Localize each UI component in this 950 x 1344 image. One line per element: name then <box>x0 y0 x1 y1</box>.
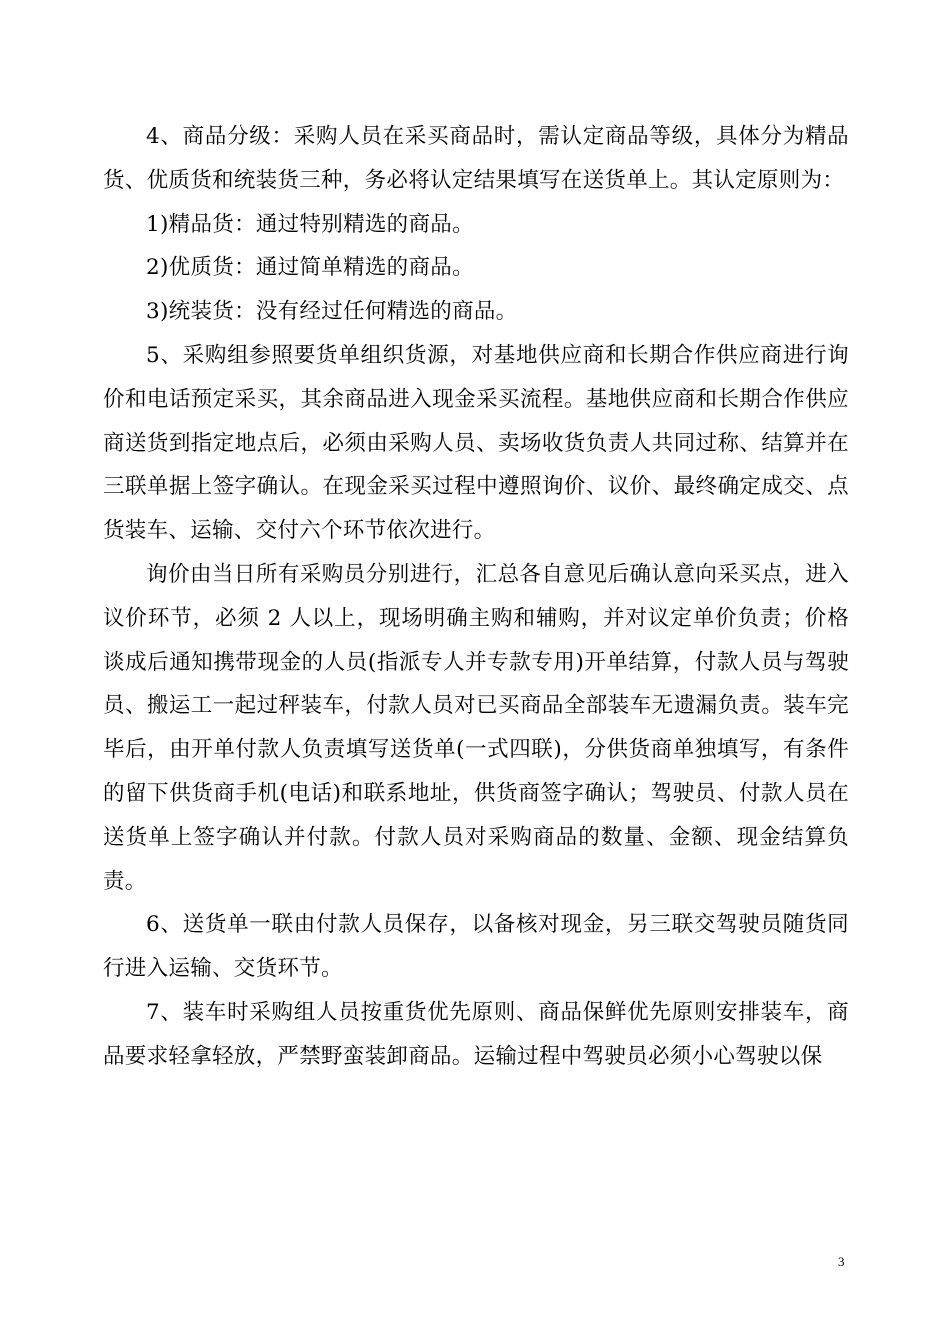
paragraph-inquiry: 询价由当日所有采购员分别进行，汇总各自意见后确认意向采买点，进入议价环节，必须 2 人以上，现场明确主购和辅购，并对议定单价负责；价格谈成后通知携带现金的人员(指派专人并专款专用)开单结算，付款人员与驾驶员、搬运工一起过秤装车，付款人员对已买商品全部装车无遗漏负责。装车完毕后，由开单付款人负责填写送货单(一式四联)，分供货商单独填写，有条件的留下供货商手机(电话)和联系地址，供货商签字确认；驾驶员、付款人员在送货单上签字确认并付款。付款人员对采购商品的数量、金额、现金结算负责。 <box>103 561 849 894</box>
paragraph-grading: 4、商品分级：采购人员在采买商品时，需认定商品等级，具体分为精品货、优质货和统装货三种，务必将认定结果填写在送货单上。其认定原则为： <box>103 124 849 193</box>
paragraph-grade-premium: 1)精品货：通过特别精选的商品。 <box>146 211 474 237</box>
paragraph-loading: 7、装车时采购组人员按重货优先原则、商品保鲜优先原则安排装车，商品要求轻拿轻放，严禁野蛮装卸商品。运输过程中驾驶员必须小心驾驶以保 <box>103 999 849 1069</box>
page-number: 3 <box>838 1254 845 1269</box>
paragraph-grade-quality: 2)优质货：通过简单精选的商品。 <box>146 255 474 281</box>
document-body <box>103 115 849 1079</box>
paragraph-grade-bulk: 3)统装货：没有经过任何精选的商品。 <box>146 299 518 325</box>
paragraph-delivery-note: 6、送货单一联由付款人员保存，以备核对现金，另三联交驾驶员随货同行进入运输、交货环节。 <box>103 912 849 982</box>
paragraph-sourcing: 5、采购组参照要货单组织货源，对基地供应商和长期合作供应商进行询价和电话预定采买，其余商品进入现金采买流程。基地供应商和长期合作供应商送货到指定地点后，必须由采购人员、卖场收货负责人共同过称、结算并在三联单据上签字确认。在现金采买过程中遵照询价、议价、最终确定成交、点货装车、运输、交付六个环节依次进行。 <box>103 342 849 544</box>
